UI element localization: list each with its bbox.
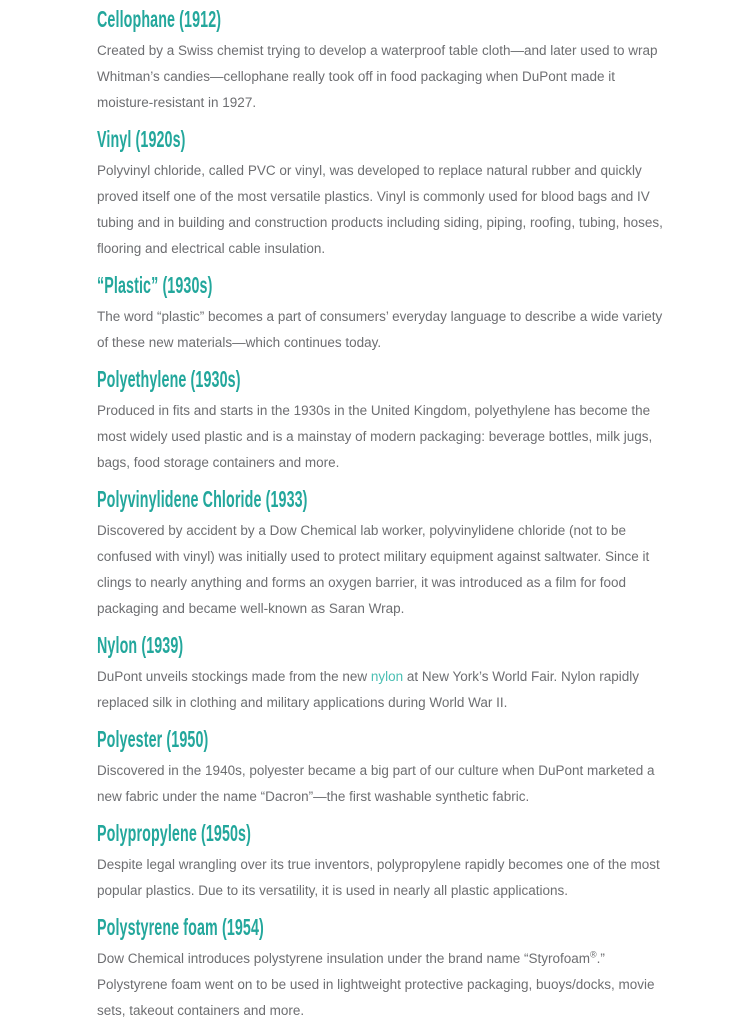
timeline-section xyxy=(97,728,663,810)
section-heading xyxy=(97,274,663,296)
timeline-section xyxy=(97,8,663,116)
section-paragraph: Discovered by accident by a Dow Chemical lab worker, polyvinylidene chloride (not to be confused with vinyl) was initially used to protect military equipment against saltwater. Since it clings to nearly anything and forms an oxygen barrier, it was introduced as a film for food packaging and became well-known as Saran Wrap. xyxy=(97,523,650,616)
section-paragraph: Created by a Swiss chemist trying to develop a waterproof table cloth—and later used to wrap Whitman’s candies—cellophane really took off in food packaging when DuPont made it moisture-resistant in 1927. xyxy=(97,43,658,110)
section-paragraph: Produced in fits and starts in the 1930s in the United Kingdom, polyethylene has become the most widely used plastic and is a mainstay of modern packaging: beverage bottles, milk jugs, bags, food storage containers and more. xyxy=(97,403,653,470)
section-paragraph: Discovered in the 1940s, polyester became a big part of our culture when DuPont marketed a new fabric under the name “Dacron”—the first washable synthetic fabric. xyxy=(97,763,655,804)
registered-trademark-symbol: ® xyxy=(590,949,597,960)
section-heading-text: Cellophane (1912) xyxy=(97,6,222,32)
section-heading xyxy=(97,128,663,150)
section-heading-text: “Plastic” (1930s) xyxy=(97,272,213,298)
section-heading xyxy=(97,634,663,656)
section-paragraph: The word “plastic” becomes a part of consumers’ everyday language to describe a wide variety of these new materials—which continues today. xyxy=(97,309,663,350)
timeline-section xyxy=(97,128,663,262)
section-heading-text: Nylon (1939) xyxy=(97,632,184,658)
timeline-section xyxy=(97,916,663,1024)
timeline-section xyxy=(97,368,663,476)
section-heading xyxy=(97,8,663,30)
timeline-section xyxy=(97,634,663,716)
section-heading-text: Vinyl (1920s) xyxy=(97,126,186,152)
section-heading xyxy=(97,916,663,938)
section-heading-text: Polypropylene (1950s) xyxy=(97,820,251,846)
timeline-section xyxy=(97,488,663,622)
section-paragraph: Despite legal wrangling over its true inventors, polypropylene rapidly becomes one of the most popular plastics. Due to its versatility, it is used in nearly all plastic applications. xyxy=(97,857,660,898)
section-heading xyxy=(97,368,663,390)
section-heading-text: Polystyrene foam (1954) xyxy=(97,914,264,940)
section-paragraph: Polyvinyl chloride, called PVC or vinyl, was developed to replace natural rubber and quickly proved itself one of the most versatile plastics. Vinyl is commonly used for blood bags and IV tubing and in building and construction products including siding, piping, roofing, tubing, hoses, flooring and electrical cable insulation. xyxy=(97,163,663,256)
section-heading xyxy=(97,488,663,510)
section-heading xyxy=(97,728,663,750)
section-heading-text: Polyvinylidene Chloride (1933) xyxy=(97,486,308,512)
section-paragraph: DuPont unveils stockings made from the new nylon at New York’s World Fair. Nylon rapidly replaced silk in clothing and military applications during World War II. xyxy=(97,669,640,710)
timeline-section xyxy=(97,822,663,904)
section-heading-text: Polyethylene (1930s) xyxy=(97,366,241,392)
section-heading xyxy=(97,822,663,844)
section-paragraph: Dow Chemical introduces polystyrene insulation under the brand name “Styrofoam®.” Polystyrene foam went on to be used in lightweight protective packaging, buoys/docks, movie sets, takeout containers and more. xyxy=(97,949,655,1018)
section-heading-text: Polyester (1950) xyxy=(97,726,209,752)
nylon-link[interactable]: nylon xyxy=(370,669,404,684)
timeline-section xyxy=(97,274,663,356)
